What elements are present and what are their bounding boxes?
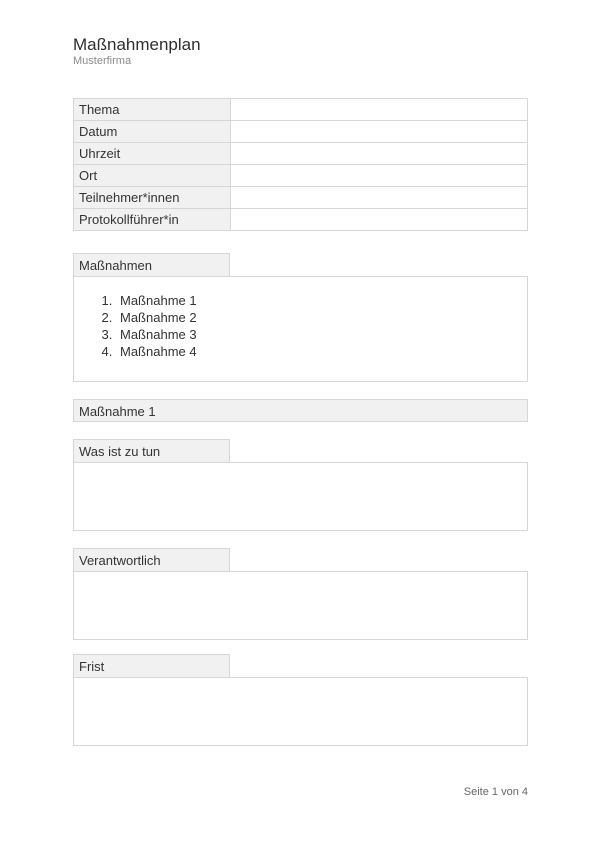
responsible-field[interactable] <box>73 571 528 640</box>
row-label-teilnehmer: Teilnehmer*innen <box>74 187 231 209</box>
what-to-do-field[interactable] <box>73 462 528 531</box>
page-number: Seite 1 von 4 <box>463 786 528 798</box>
document-title: Maßnahmenplan <box>73 35 201 54</box>
list-item: 4. Maßnahme 4 <box>116 343 527 360</box>
row-label-uhrzeit: Uhrzeit <box>74 143 231 165</box>
deadline-field[interactable] <box>73 677 528 746</box>
list-item: 1. Maßnahme 1 <box>116 292 527 309</box>
list-item: 3. Maßnahme 3 <box>116 326 527 343</box>
table-row <box>74 99 528 121</box>
row-label-protokollfuehrer: Protokollführer*in <box>74 209 231 231</box>
table-row <box>74 209 528 231</box>
row-value-protokollfuehrer[interactable] <box>231 209 528 231</box>
table-row <box>74 165 528 187</box>
list-item: 2. Maßnahme 2 <box>116 309 527 326</box>
measure-heading: Maßnahme 1 <box>73 399 528 422</box>
table-row <box>74 143 528 165</box>
deadline-label: Frist <box>73 654 230 677</box>
responsible-label: Verantwortlich <box>73 548 230 571</box>
measures-box[interactable] <box>73 276 528 382</box>
company-name: Musterfirma <box>73 55 132 67</box>
row-label-thema: Thema <box>74 99 231 121</box>
row-label-datum: Datum <box>74 121 231 143</box>
row-value-teilnehmer[interactable] <box>231 187 528 209</box>
row-value-uhrzeit[interactable] <box>231 143 528 165</box>
row-value-thema[interactable] <box>231 99 528 121</box>
row-value-datum[interactable] <box>231 121 528 143</box>
measures-label: Maßnahmen <box>73 253 230 276</box>
table-row <box>74 121 528 143</box>
row-value-ort[interactable] <box>231 165 528 187</box>
what-to-do-label: Was ist zu tun <box>73 439 230 462</box>
table-row <box>74 187 528 209</box>
row-label-ort: Ort <box>74 165 231 187</box>
info-table <box>73 98 528 231</box>
measures-list <box>74 277 527 360</box>
